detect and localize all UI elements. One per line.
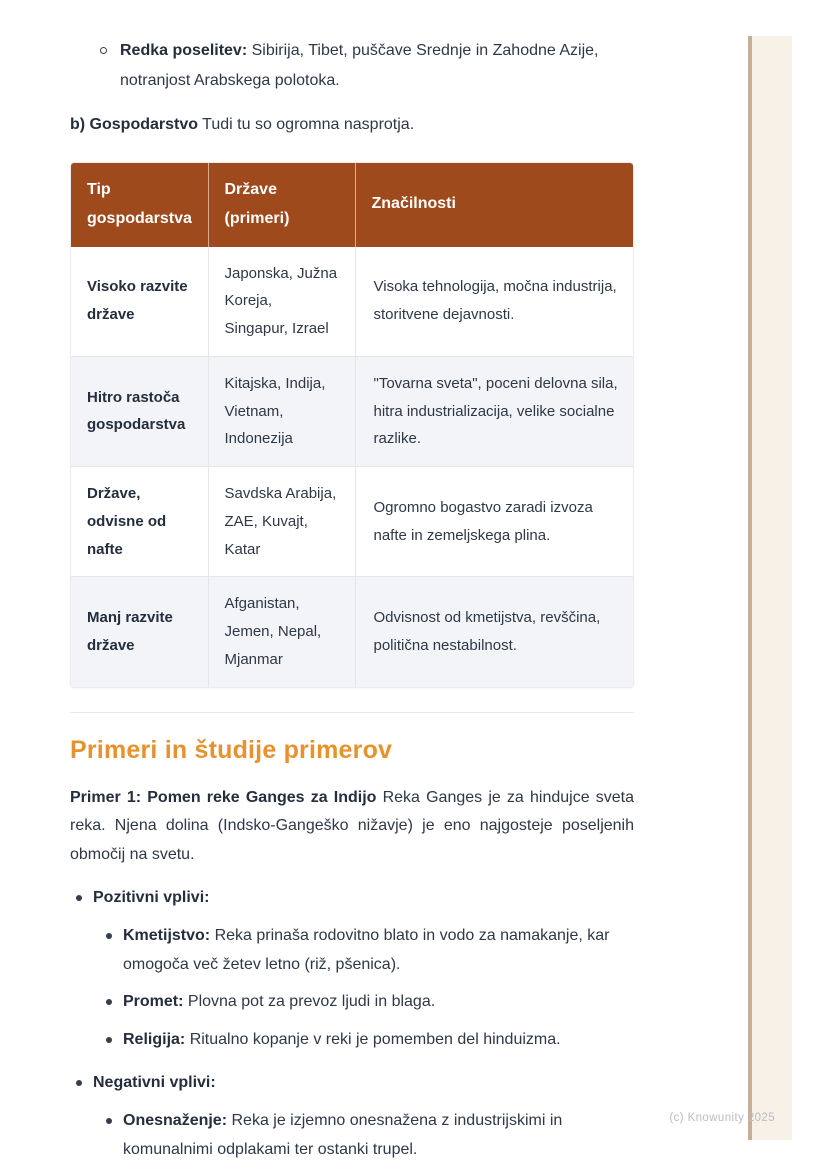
table-cell-countries: Afganistan, Jemen, Nepal, Mjanmar — [208, 577, 355, 687]
impacts-group-label: Pozitivni vplivi: — [93, 888, 210, 906]
document-page — [70, 36, 634, 1164]
economy-intro-text: Tudi tu so ogromna nasprotja. — [202, 116, 415, 134]
example-text: Reka Ganges je za hindujce sveta reka. Njena dolina (Indsko-Gangeško nižavje) je eno najgosteje poseljenih območij na svetu. — [70, 788, 634, 864]
bullet-icon — [76, 1080, 82, 1086]
example-lead: Primer 1: Pomen reke Ganges za Indijo — [70, 788, 377, 806]
negative-impacts-item — [76, 1069, 634, 1164]
section-title: Primeri in študije primerov — [70, 735, 393, 764]
negative-impacts-sublist — [93, 1107, 634, 1165]
table-cell-type: Manj razvite države — [71, 577, 208, 687]
list-item-text — [123, 922, 634, 980]
list-item-body: Plovna pot za prevoz ljudi in blaga. — [187, 993, 436, 1011]
copyright-notice: (c) Knowunity 2025 — [669, 1112, 775, 1124]
list-item — [106, 988, 634, 1017]
table-row — [71, 356, 634, 466]
list-item — [106, 1107, 634, 1165]
table-cell-traits: Ogromno bogastvo zaradi izvoza nafte in zemeljskega plina. — [355, 467, 634, 577]
bullet-icon — [76, 895, 82, 901]
page-edge-decoration — [748, 36, 792, 1140]
list-item-body: Reka je izjemno onesnažena z industrijskimi in komunalnimi odplakami ter ostanki trupel. — [123, 1111, 563, 1158]
list-item — [106, 922, 634, 980]
table-header-cell: Značilnosti — [355, 163, 634, 247]
bullet-icon — [106, 999, 112, 1005]
table-cell-countries: Kitajska, Indija, Vietnam, Indonezija — [208, 356, 355, 466]
table-row — [71, 467, 634, 577]
bullet-icon — [106, 1037, 112, 1043]
table-row — [71, 577, 634, 687]
list-item — [106, 1026, 634, 1055]
section-divider — [70, 712, 634, 713]
list-item-body: Sibirija, Tibet, puščave Srednje in Zahodne Azije, notranjost Arabskega polotoka. — [120, 42, 599, 89]
list-item-body: Reka prinaša rodovitno blato in vodo za namakanje, kar omogoča več žetev letno (riž, pšenica). — [123, 926, 610, 973]
table-cell-traits: Visoka tehnologija, močna industrija, storitvene dejavnosti. — [355, 247, 634, 357]
table-cell-type: Visoko razvite države — [87, 278, 188, 324]
table-cell-traits: Odvisnost od kmetijstva, revščina, politična nestabilnost. — [355, 577, 634, 687]
list-item-text — [123, 988, 634, 1017]
bullet-icon — [106, 1118, 112, 1124]
list-item-lead: Religija: — [123, 1031, 186, 1049]
positive-impacts-item — [76, 884, 634, 1055]
impacts-group-label: Negativni vplivi: — [93, 1073, 216, 1091]
list-item-lead: Redka poselitev: — [120, 42, 248, 59]
list-item-lead: Kmetijstvo: — [123, 926, 211, 944]
list-item-text — [123, 1026, 634, 1055]
sparse-settlement-list — [70, 36, 634, 95]
table-cell-type: Države, odvisne od nafte — [71, 467, 208, 577]
bullet-icon — [106, 933, 112, 939]
table-header-row — [71, 163, 634, 247]
list-item-text — [123, 1107, 634, 1165]
impacts-list — [70, 884, 634, 1164]
list-item-text — [120, 36, 634, 95]
economy-intro — [70, 111, 634, 140]
table-row — [71, 247, 634, 357]
table-cell-countries: Savdska Arabija, ZAE, Kuvajt, Katar — [208, 467, 355, 577]
list-item-lead: Onesnaženje: — [123, 1111, 228, 1129]
table-cell-countries: Japonska, Južna Koreja, Singapur, Izrael — [208, 247, 355, 357]
list-item-lead: Promet: — [123, 993, 184, 1011]
table-cell-traits: "Tovarna sveta", poceni delovna sila, hitra industrializacija, velike socialne razlike. — [355, 356, 634, 466]
list-item — [100, 36, 634, 95]
table-header-cell: Države (primeri) — [208, 163, 355, 247]
table-header-cell: Tip gospodarstva — [71, 163, 208, 247]
list-item-body: Ritualno kopanje v reki je pomemben del hinduizma. — [189, 1031, 561, 1049]
economy-intro-lead: b) Gospodarstvo — [70, 116, 199, 134]
positive-impacts-sublist — [93, 922, 634, 1055]
example-paragraph — [70, 784, 634, 870]
table-cell-type: Hitro rastoča gospodarstva — [71, 356, 208, 466]
economy-table — [70, 162, 634, 688]
circle-bullet-icon — [100, 47, 107, 54]
